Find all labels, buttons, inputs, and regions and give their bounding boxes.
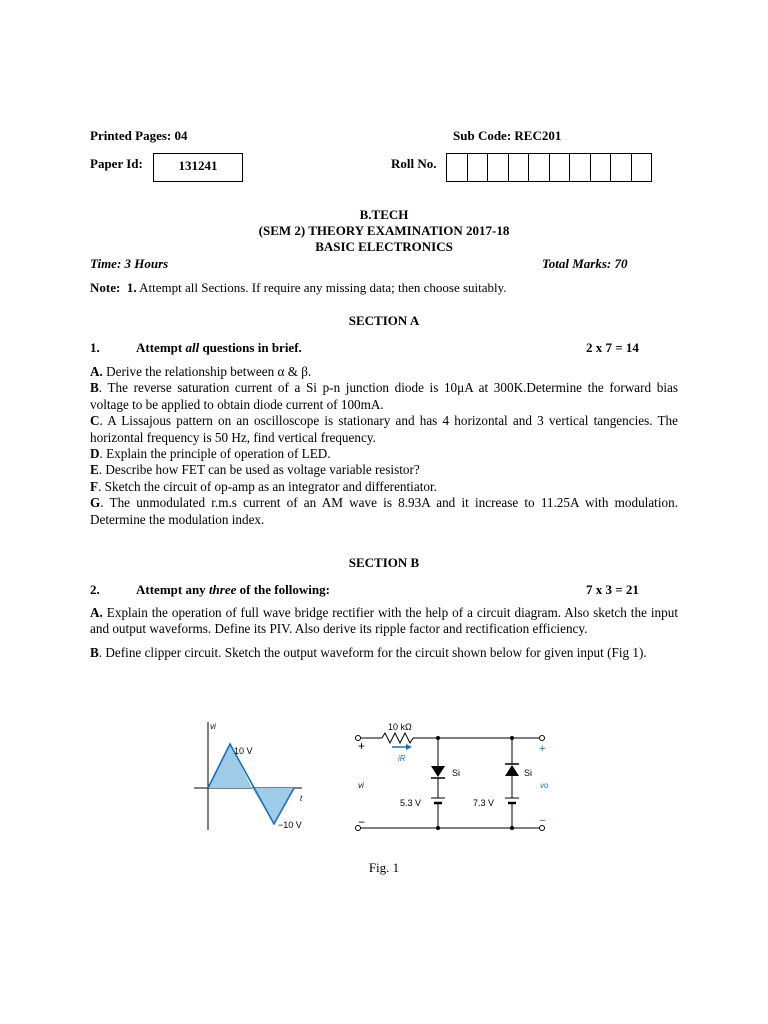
question-item-label: B bbox=[90, 380, 99, 396]
roll-no-cell bbox=[591, 154, 612, 181]
roll-no-cell bbox=[550, 154, 571, 181]
question-item-text: . A Lissajous pattern on an oscilloscope is stationary and has 4 horizontal and 3 vertical tangencies. The horizontal frequency is 50 Hz, find vertical frequency. bbox=[90, 413, 678, 445]
question-item bbox=[90, 495, 678, 528]
question-item-text: Explain the operation of full wave bridge rectifier with the help of a circuit diagram. Also sketch the input and output waveforms. Define its PIV. Also derive its ripple factor and rectification efficiency. bbox=[90, 605, 678, 637]
question-1-marks: 2 x 7 = 14 bbox=[586, 340, 639, 355]
waveform-y-label: vi bbox=[210, 722, 216, 731]
question-item bbox=[90, 364, 678, 380]
question-item-label: A. bbox=[90, 364, 103, 379]
total-marks: Total Marks: 70 bbox=[542, 256, 628, 271]
roll-no-cell bbox=[632, 154, 652, 181]
roll-no-cell bbox=[611, 154, 632, 181]
note-text: Attempt all Sections. If require any missing data; then choose suitably. bbox=[139, 280, 507, 295]
question-item-text: . Explain the principle of operation of LED. bbox=[99, 446, 331, 462]
section-b-items bbox=[90, 605, 678, 668]
input-plus-sign: + bbox=[358, 739, 366, 753]
figure-caption: Fig. 1 bbox=[368, 860, 400, 875]
question-item bbox=[90, 413, 678, 446]
roll-no-cell bbox=[488, 154, 509, 181]
waveform-peak-negative: −10 V bbox=[278, 820, 302, 830]
question-item bbox=[90, 605, 678, 638]
question-item-text: . Define clipper circuit. Sketch the output waveform for the circuit shown below for given input (Fig 1). bbox=[98, 644, 647, 660]
battery-1-label: 5.3 V bbox=[400, 798, 422, 808]
question-item-label: B bbox=[90, 644, 99, 660]
diode-1-symbol bbox=[431, 766, 445, 777]
roll-no-cell bbox=[570, 154, 591, 181]
question-1-number: 1. bbox=[90, 340, 100, 355]
diode-2-symbol bbox=[505, 765, 519, 776]
question-item-text: . Describe how FET can be used as voltage variable resistor? bbox=[98, 462, 420, 478]
section-b-heading: SECTION B bbox=[348, 555, 420, 570]
note-label: Note: bbox=[90, 280, 121, 295]
question-2-instruction: Attempt any three of the following: bbox=[136, 582, 330, 597]
output-minus-sign: − bbox=[539, 815, 546, 827]
waveform-t-label: t bbox=[300, 794, 303, 803]
diode-1-label: Si bbox=[452, 768, 461, 778]
note bbox=[90, 280, 507, 296]
input-voltage-label: vi bbox=[358, 781, 364, 790]
paper-id-value: 131241 bbox=[178, 158, 218, 173]
printed-pages: Printed Pages: 04 bbox=[90, 128, 188, 143]
question-2-number: 2. bbox=[90, 582, 100, 597]
question-item-label: C bbox=[90, 413, 100, 429]
roll-no-cell bbox=[509, 154, 530, 181]
resistor-label: 10 kΩ bbox=[388, 722, 412, 732]
question-item-label: F bbox=[90, 478, 99, 494]
roll-no-cell bbox=[447, 154, 468, 181]
question-item bbox=[90, 446, 678, 462]
paper-id-label: Paper Id: bbox=[90, 156, 143, 171]
roll-no-boxes bbox=[446, 153, 652, 182]
waveform-negative-half bbox=[252, 788, 294, 824]
roll-no-cell bbox=[529, 154, 550, 181]
question-item-label: A. bbox=[90, 605, 103, 620]
section-a-heading: SECTION A bbox=[348, 313, 420, 328]
battery-2-label: 7.3 V bbox=[473, 798, 495, 808]
exam-title: (SEM 2) THEORY EXAMINATION 2017-18 bbox=[258, 223, 510, 238]
section-a-items bbox=[90, 364, 678, 528]
resistor-symbol bbox=[382, 733, 413, 743]
question-item-label: E bbox=[90, 462, 99, 478]
input-minus-sign: − bbox=[358, 815, 366, 829]
output-voltage-label: vo bbox=[540, 781, 549, 790]
question-item bbox=[90, 645, 678, 661]
current-label: iR bbox=[398, 754, 406, 763]
course-title: B.TECH bbox=[359, 207, 409, 222]
sub-code: Sub Code: REC201 bbox=[453, 128, 562, 143]
waveform-peak-positive: 10 V bbox=[234, 746, 253, 756]
clipper-circuit-diagram bbox=[340, 716, 560, 840]
output-plus-sign: + bbox=[539, 743, 546, 755]
roll-no-cell bbox=[468, 154, 489, 181]
time-allowed: Time: 3 Hours bbox=[90, 256, 169, 271]
input-waveform-graph bbox=[190, 718, 315, 838]
roll-no-label: Roll No. bbox=[391, 156, 437, 171]
question-1-instruction: Attempt all questions in brief. bbox=[136, 340, 302, 355]
subject-title: BASIC ELECTRONICS bbox=[315, 239, 453, 254]
question-item-text: . The unmodulated r.m.s current of an AM wave is 8.93A and it increase to 11.25A with modulation. Determine the modulation index. bbox=[90, 495, 678, 527]
note-number: 1. bbox=[126, 280, 137, 295]
diode-2-label: Si bbox=[524, 768, 533, 778]
question-item-label: G bbox=[90, 495, 101, 511]
question-item bbox=[90, 462, 678, 478]
question-2-marks: 7 x 3 = 21 bbox=[586, 582, 639, 597]
question-item-text: Derive the relationship between α & β. bbox=[102, 364, 312, 379]
question-item-text: . Sketch the circuit of op-amp as an integrator and differentiator. bbox=[98, 478, 437, 494]
question-item bbox=[90, 380, 678, 413]
question-item bbox=[90, 479, 678, 495]
question-item-text: . The reverse saturation current of a Si p-n junction diode is 10μA at 300K.Determine the forward bias voltage to be applied to obtain diode current of 100mA. bbox=[90, 380, 678, 412]
question-item-label: D bbox=[90, 446, 100, 462]
paper-id-box bbox=[153, 153, 243, 182]
